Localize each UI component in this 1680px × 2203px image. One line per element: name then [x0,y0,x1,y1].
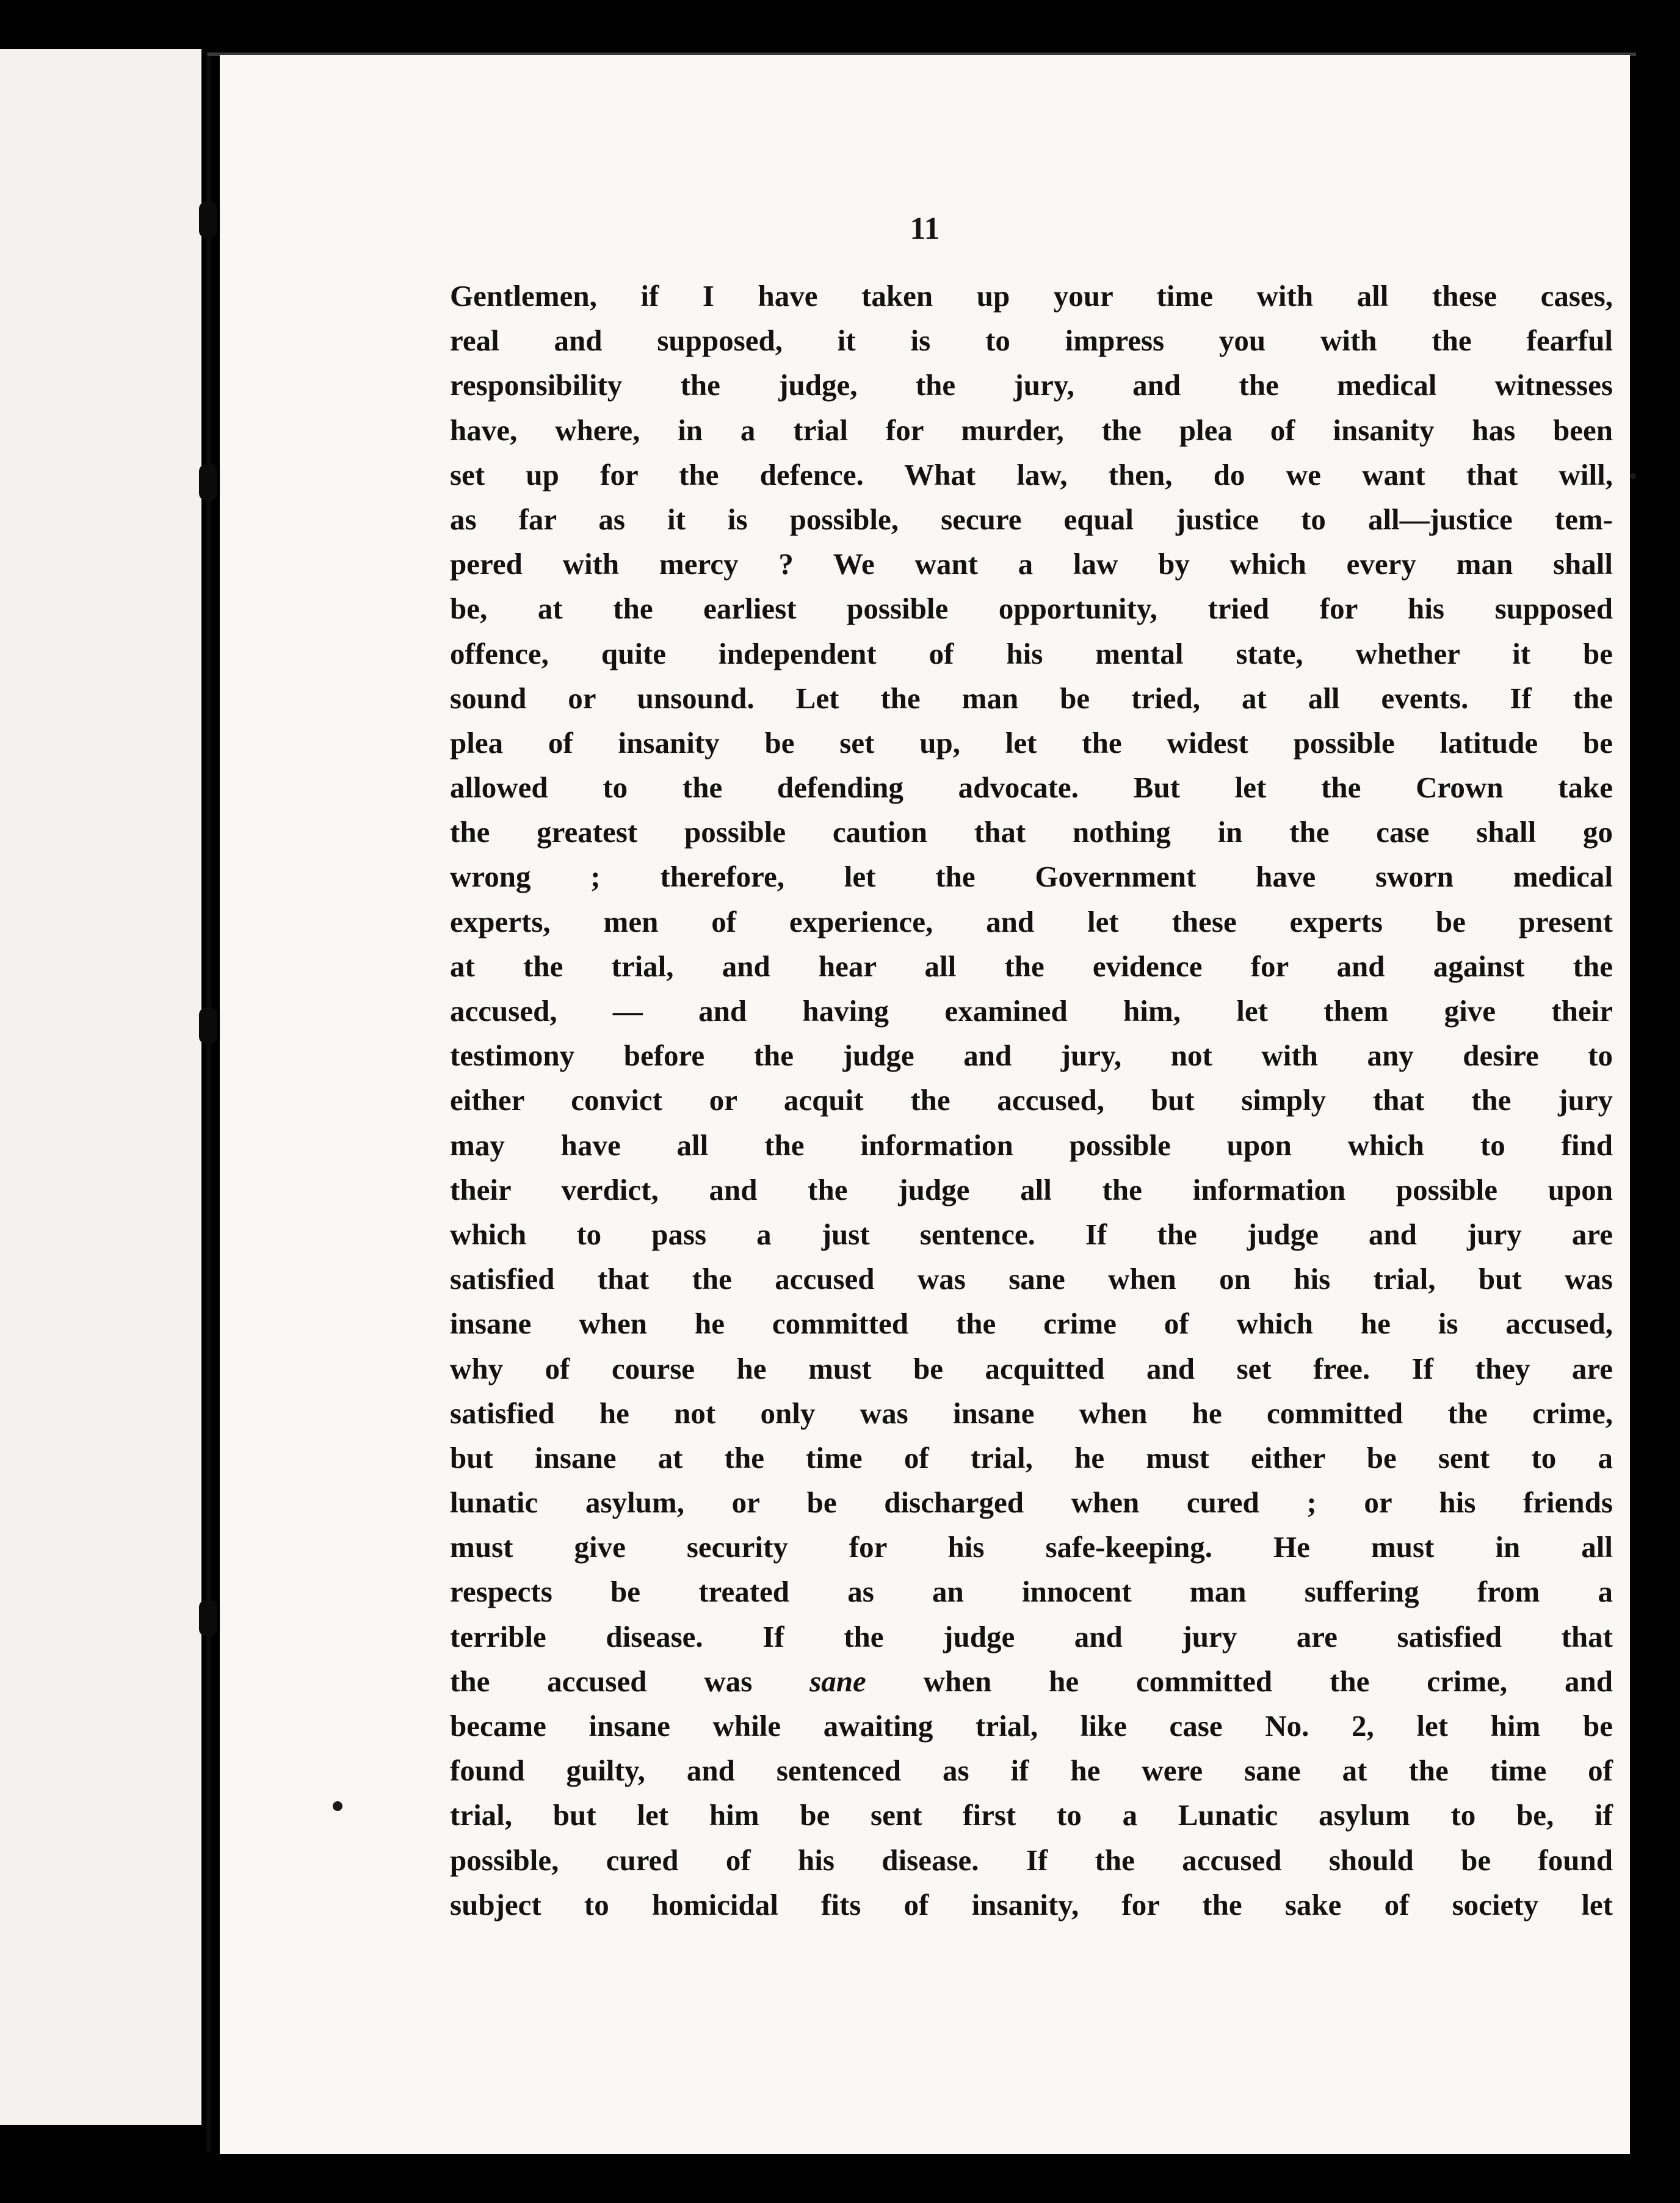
text-line: respects be treated as an innocent man suffering from a [450,1575,1613,1609]
binding-mark [199,201,217,238]
text-line: offence, quite independent of his mental state, whether it be [450,636,1613,670]
text-line: accused, — and having examined him, let them give their [450,994,1613,1028]
text-line: experts, men of experience, and let these experts be present [450,904,1613,938]
text-line: their verdict, and the judge all the information possible upon [450,1172,1613,1207]
text-fragment: the accused was [450,1664,753,1698]
text-line: testimony before the judge and jury, not with any desire to [450,1039,1613,1073]
text-line: why of course he must be acquitted and set free. If they are [450,1351,1613,1385]
text-line: insane when he committed the crime of which he is accused, [450,1307,1613,1341]
text-line: but insane at the time of trial, he must either be sent to a [450,1440,1613,1475]
text-line: which to pass a just sentence. If the judge and jury are [450,1217,1613,1251]
text-line: possible, cured of his disease. If the accused should be found [450,1843,1613,1877]
ink-speck [333,1801,342,1811]
ink-speck [1630,473,1636,479]
page-number: 11 [910,211,940,246]
text-line: satisfied that the accused was sane when on his trial, but was [450,1262,1613,1296]
text-line: lunatic asylum, or be discharged when cured ; or his friends [450,1486,1613,1520]
text-line: plea of insanity be set up, let the widest possible latitude be [450,725,1613,760]
text-line: have, where, in a trial for murder, the plea of insanity has been [450,413,1613,447]
text-line: sound or unsound. Let the man be tried, at all events. If the [450,681,1613,715]
italic-word: sane [809,1664,866,1698]
text-line: either convict or acquit the accused, but simply that the jury [450,1083,1613,1117]
text-line: terrible disease. If the judge and jury are satisfied that [450,1619,1613,1653]
text-line: subject to homicidal fits of insanity, for the sake of society let [450,1887,1613,1922]
text-line: as far as it is possible, secure equal justice to all—justice tem- [450,502,1613,536]
binding-gutter [206,52,211,2152]
text-line: wrong ; therefore, let the Government have sworn medical [450,860,1613,894]
text-line: satisfied he not only was insane when he committed the crime, [450,1396,1613,1430]
text-line: found guilty, and sentenced as if he were sane at the time of [450,1754,1613,1788]
text-line: trial, but let him be sent first to a Lunatic asylum to be, if [450,1798,1613,1832]
binding-mark [199,464,217,501]
body-text [450,274,1613,1927]
text-line: pered with mercy ? We want a law by which every man shall [450,547,1613,581]
text-line: allowed to the defending advocate. But let the Crown take [450,771,1613,805]
binding-mark [199,1600,217,1636]
text-line: Gentlemen, if I have taken up your time with all these cases, [450,279,1613,313]
text-line [450,1659,1613,1704]
text-line: the greatest possible caution that nothing in the case shall go [450,815,1613,849]
text-line: real and supposed, it is to impress you with the fearful [450,324,1613,358]
text-line: may have all the information possible upon which to find [450,1128,1613,1162]
text-line: responsibility the judge, the jury, and the medical witnesses [450,368,1613,402]
text-line: be, at the earliest possible opportunity, tried for his supposed [450,592,1613,626]
text-line: must give security for his safe-keeping. He must in all [450,1530,1613,1564]
document-page [220,55,1630,2154]
text-line: became insane while awaiting trial, like case No. 2, let him be [450,1709,1613,1743]
facing-page-edge [0,49,201,2125]
text-line: set up for the defence. What law, then, do we want that will, [450,457,1613,492]
binding-mark [199,1007,217,1044]
text-line: at the trial, and hear all the evidence for and against the [450,949,1613,983]
text-fragment: when he committed the crime, and [923,1664,1613,1698]
